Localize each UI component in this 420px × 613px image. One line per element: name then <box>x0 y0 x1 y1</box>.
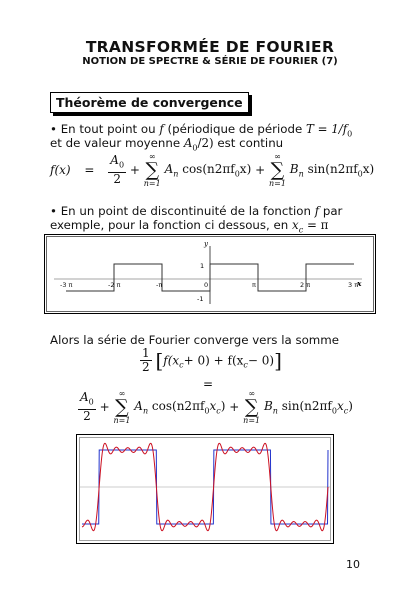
x-tick-label: -π <box>156 281 163 289</box>
sum-symbol: ∞ ∑ n=1 <box>113 389 131 425</box>
sum-bottom: n=1 <box>243 416 261 425</box>
x-tick-label: -2 π <box>108 281 121 289</box>
sub: 0 <box>234 169 240 179</box>
lhs: f(x) <box>50 163 71 177</box>
sum-bottom: n=1 <box>268 179 286 188</box>
bullet1-text: • En tout point ou <box>50 122 156 136</box>
x-tick-label: 0 <box>204 281 209 289</box>
series-sentence: Alors la série de Fourier converge vers la somme <box>50 333 340 347</box>
equals-sign: = <box>203 377 214 391</box>
sub: 0 <box>204 406 210 416</box>
function-symbol: f <box>314 204 320 218</box>
bn: B <box>263 398 273 413</box>
sum-top: ∞ <box>148 152 156 161</box>
bullet2-end: par <box>322 204 343 218</box>
theorem-label: Théorème de convergence <box>50 92 249 113</box>
bullet2-line1 <box>50 204 370 218</box>
x-tick-label: 3 π <box>348 281 359 289</box>
sub: 0 <box>118 160 125 170</box>
x-tick-label: π <box>252 281 256 289</box>
sin: sin(n2πf <box>281 398 332 413</box>
sum-top: ∞ <box>248 389 255 398</box>
sub: 0 <box>347 129 353 139</box>
sub: 0 <box>88 397 94 407</box>
sub: c <box>243 360 248 370</box>
bn: B <box>289 161 299 176</box>
page-title: TRANSFORMÉE DE FOURIER <box>85 38 335 56</box>
den: 2 <box>142 360 150 374</box>
sub: c <box>179 360 184 370</box>
sum-bottom: n=1 <box>143 179 161 188</box>
bullet1-end: est continu <box>217 136 284 150</box>
bullet2-text2: exemple, pour la fonction ci dessous, en <box>50 218 289 232</box>
equals: = <box>84 163 95 177</box>
num: 1 <box>142 346 150 360</box>
x-tick-label: -3 π <box>60 281 73 289</box>
an: A <box>134 398 143 413</box>
sum-symbol-2: ∞ ∑ n=1 <box>243 389 261 425</box>
sub: 0 <box>357 169 363 179</box>
sub: n <box>272 406 278 416</box>
bullet2-text: • En un point de discontinuité de la fonction <box>50 204 311 218</box>
period-eq: T = 1/f <box>306 122 348 136</box>
a0-div: /2) <box>197 136 214 150</box>
end: x) <box>239 161 252 176</box>
sum-top: ∞ <box>118 389 126 398</box>
x: x <box>336 398 344 413</box>
sub: n <box>298 169 304 179</box>
num: A <box>110 153 119 168</box>
an: A <box>164 161 174 176</box>
bullet1-mid: (périodique de période <box>167 122 303 136</box>
sin: sin(n2πf <box>307 161 358 176</box>
half-fraction <box>140 347 152 374</box>
sum-symbol: ∞ ∑ n=1 <box>143 152 161 188</box>
den: 2 <box>83 408 91 423</box>
sub: c <box>216 406 221 416</box>
end: − 0) <box>247 353 275 368</box>
x-tick-label: 2 π <box>300 281 311 289</box>
a0-fraction <box>78 391 96 422</box>
eq: = π <box>306 218 329 232</box>
sub: c <box>343 406 349 416</box>
sub: c <box>298 225 304 235</box>
y-tick-bottom: -1 <box>197 295 204 303</box>
sub: n <box>173 169 179 179</box>
sum-bottom: n=1 <box>113 416 131 425</box>
cos: cos(n2πf <box>151 398 205 413</box>
function-symbol: f <box>159 122 164 136</box>
a0: A <box>183 136 193 150</box>
square-wave-plot <box>44 234 376 314</box>
fourier-series-at-xc: $\frac{A_0}{2}$ + ∞ ∑ n=1 $A_n$ $\cos(n2\pi f_0x_c)$ + ∞ ∑ n=1 $B_n$ $\sin(n2\pi f_0x_c)$ <box>80 389 353 425</box>
end: x) <box>362 161 375 176</box>
half-sum-formula: $\frac{1}{2}$ $[f(x_c+ 0) + f(x_c- 0)]$ <box>142 346 282 374</box>
end: ) <box>220 398 226 413</box>
x-axis-label: x <box>357 279 362 288</box>
sum-symbol-2: ∞ ∑ n=1 <box>268 152 286 188</box>
num: A <box>80 390 89 405</box>
bullet1-text2: et de valeur moyenne <box>50 136 181 150</box>
page-number: 10 <box>346 558 360 571</box>
plus: + <box>99 400 110 414</box>
x: x <box>292 218 299 232</box>
x: x <box>209 398 217 413</box>
plus: + <box>129 163 140 177</box>
y-tick-top: 1 <box>200 262 205 270</box>
sub: n <box>142 406 149 416</box>
sub: 0 <box>192 143 198 153</box>
f-left: f(x <box>163 353 180 368</box>
y-axis-label: y <box>204 240 208 248</box>
page-subtitle: NOTION DE SPECTRE & SÉRIE DE FOURIER (7) <box>82 56 338 67</box>
fourier-approximation-plot <box>76 434 334 544</box>
den: 2 <box>113 171 121 186</box>
a0-fraction <box>108 154 126 185</box>
sub: 0 <box>331 406 337 416</box>
cos: cos(n2πf <box>182 161 235 176</box>
sum-top: ∞ <box>274 152 281 161</box>
end: ) <box>348 398 353 413</box>
plot-frame <box>77 435 334 544</box>
fourier-formula: f(x) = $\frac{A_0}{2}$ + ∞ ∑ n=1 $A_n$ $\cos(n2\pi f_0x)$ + ∞ ∑ n=1 $B_n$ $\sin(n2\pi f_0x)$ <box>50 152 375 188</box>
mid: + 0) + f(x <box>183 353 244 368</box>
